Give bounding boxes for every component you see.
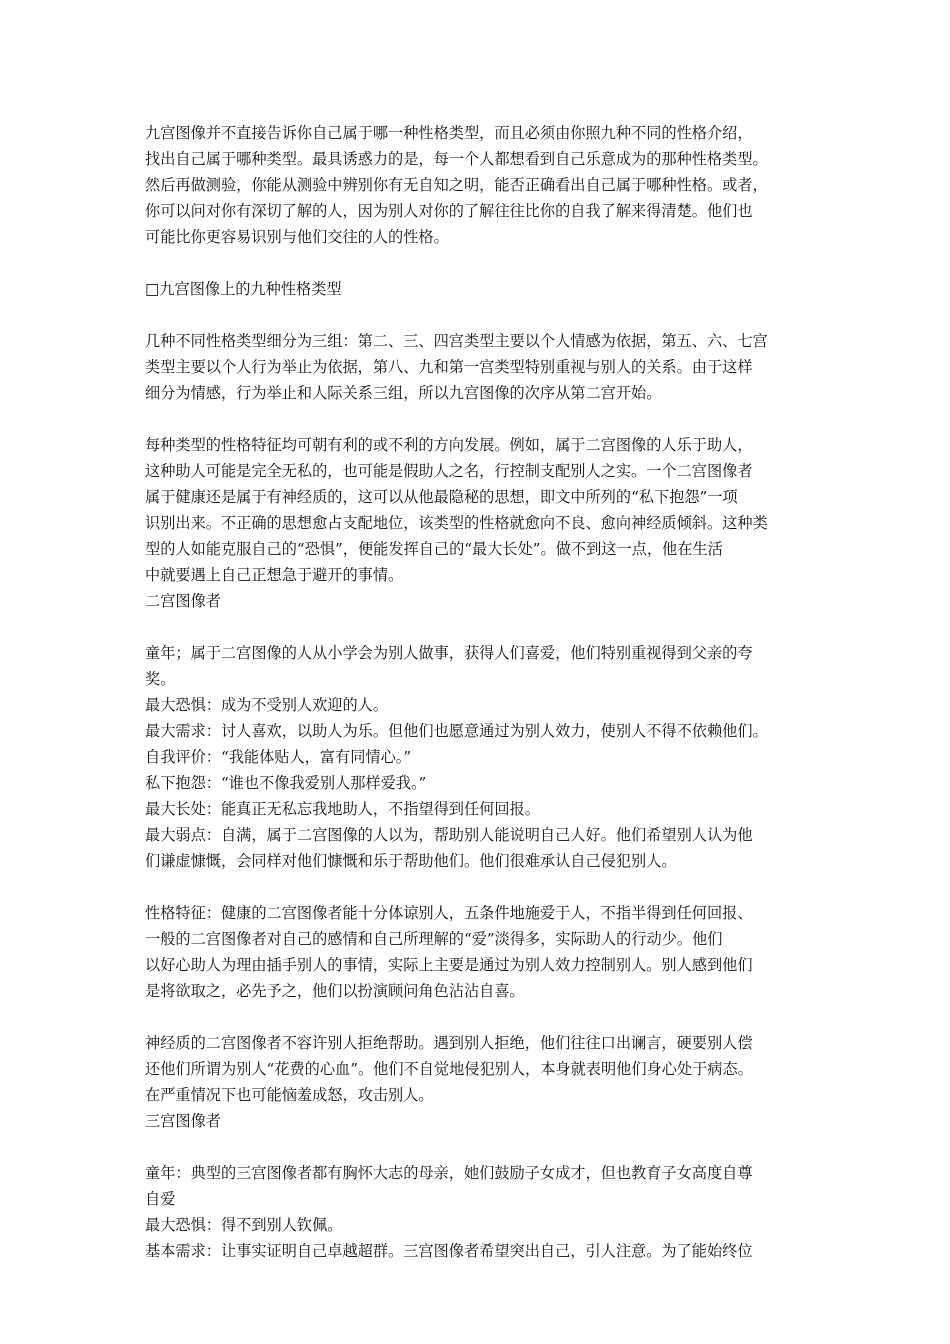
text-line: 属于健康还是属于有神经质的，这可以从他最隐秘的思想，即文中所列的“私下抱怨”一项 xyxy=(145,488,738,506)
blank-line xyxy=(145,874,825,900)
text-line: 中就要遇上自己正想急于避开的事情。 xyxy=(145,566,404,584)
text-line: 你可以问对你有深切了解的人，因为别人对你的了解往往比你的自我了解来得清楚。他们也 xyxy=(145,202,753,220)
text-line: 是将欲取之，必先予之，他们以扮演顾问角色沾沾自喜。 xyxy=(145,982,525,1000)
text-line: 一般的二宫图像者对自己的感情和自己所理解的“爱”淡得多，实际助人的行动少。他们 xyxy=(145,930,723,948)
blank-line xyxy=(145,250,825,276)
text-line: 最大恐惧：成为不受别人欢迎的人。 xyxy=(145,696,388,714)
text-line: 这种助人可能是完全无私的，也可能是假助人之名，行控制支配别人之实。一个二宫图像者 xyxy=(145,462,753,480)
text-line: 然后再做测验，你能从测验中辨别你有无自知之明，能否正确看出自己属于哪种性格。或者， xyxy=(145,176,768,194)
text-line: 童年；属于二宫图像的人从小学会为别人做事，获得人们喜爱，他们特别重视得到父亲的夸 xyxy=(145,644,753,662)
text-line: 自我评价：“我能体贴人，富有同情心。” xyxy=(145,748,412,766)
document-page xyxy=(145,120,825,1264)
text-line: 以好心助人为理由插手别人的事情，实际上主要是通过为别人效力控制别人。别人感到他们 xyxy=(145,956,753,974)
blank-line xyxy=(145,1004,825,1030)
blank-line xyxy=(145,614,825,640)
text-line: 三宫图像者 xyxy=(145,1112,221,1130)
text-line: 找出自己属于哪种类型。最具诱惑力的是，每一个人都想看到自己乐意成为的那种性格类型。 xyxy=(145,150,768,168)
text-line: 几种不同性格类型细分为三组：第二、三、四宫类型主要以个人情感为依据，第五、六、七宫 xyxy=(145,332,768,350)
text-line: 奖。 xyxy=(145,670,176,688)
text-line: 最大需求：讨人喜欢，以助人为乐。但他们也愿意通过为别人效力，使别人不得不依赖他们。 xyxy=(145,722,768,740)
text-line: 最大弱点：自满，属于二宫图像的人以为，帮助别人能说明自己人好。他们希望别人认为他 xyxy=(145,826,753,844)
text-line: 最大长处：能真正无私忘我地助人，不指望得到任何回报。 xyxy=(145,800,540,818)
text-line: 私下抱怨：“谁也不像我爱别人那样爱我。” xyxy=(145,774,427,792)
text-line: 在严重情况下也可能恼羞成怒，攻击别人。 xyxy=(145,1086,434,1104)
text-line: 识别出来。不正确的思想愈占支配地位，该类型的性格就愈向不良、愈向神经质倾斜。这种类 xyxy=(145,514,768,532)
blank-line xyxy=(145,302,825,328)
text-line: 细分为情感，行为举止和人际关系三组，所以九宫图像的次序从第二宫开始。 xyxy=(145,384,662,402)
blank-line xyxy=(145,406,825,432)
blank-line xyxy=(145,1134,825,1160)
text-line: 九宫图像并不直接告诉你自己属于哪一种性格类型，而且必须由你照九种不同的性格介绍， xyxy=(145,124,753,142)
text-line: 还他们所谓为别人“花费的心血”。他们不自觉地侵犯别人，本身就表明他们身心处于病态。 xyxy=(145,1060,753,1078)
text-line: 自爱 xyxy=(145,1190,176,1208)
text-line: 们谦虚慷慨，会同样对他们慷慨和乐于帮助他们。他们很难承认自己侵犯别人。 xyxy=(145,852,677,870)
text-line: 二宫图像者 xyxy=(145,592,221,610)
text-line: 可能比你更容易识别与他们交往的人的性格。 xyxy=(145,228,449,246)
text-line: 基本需求：让事实证明自己卓越超群。三宫图像者希望突出自己，引人注意。为了能始终位 xyxy=(145,1242,753,1260)
text-line: 童年：典型的三宫图像者都有胸怀大志的母亲，她们鼓励子女成才，但也教育子女高度自尊 xyxy=(145,1164,753,1182)
text-line: 最大恐惧：得不到别人钦佩。 xyxy=(145,1216,343,1234)
text-line: 神经质的二宫图像者不容许别人拒绝帮助。遇到别人拒绝，他们往往口出谰言，硬要别人偿 xyxy=(145,1034,753,1052)
text-line: 每种类型的性格特征均可朝有利的或不利的方向发展。例如，属于二宫图像的人乐于助人， xyxy=(145,436,753,454)
text-line: □九宫图像上的九种性格类型 xyxy=(145,280,342,298)
text-line: 性格特征：健康的二宫图像者能十分体谅别人，五条件地施爱于人，不指半得到任何回报、 xyxy=(145,904,753,922)
text-line: 型的人如能克服自己的“恐惧”，便能发挥自己的“最大长处”。做不到这一点，他在生活 xyxy=(145,540,723,558)
text-line: 类型主要以个人行为举止为依据，第八、九和第一宫类型特别重视与别人的关系。由于这样 xyxy=(145,358,753,376)
